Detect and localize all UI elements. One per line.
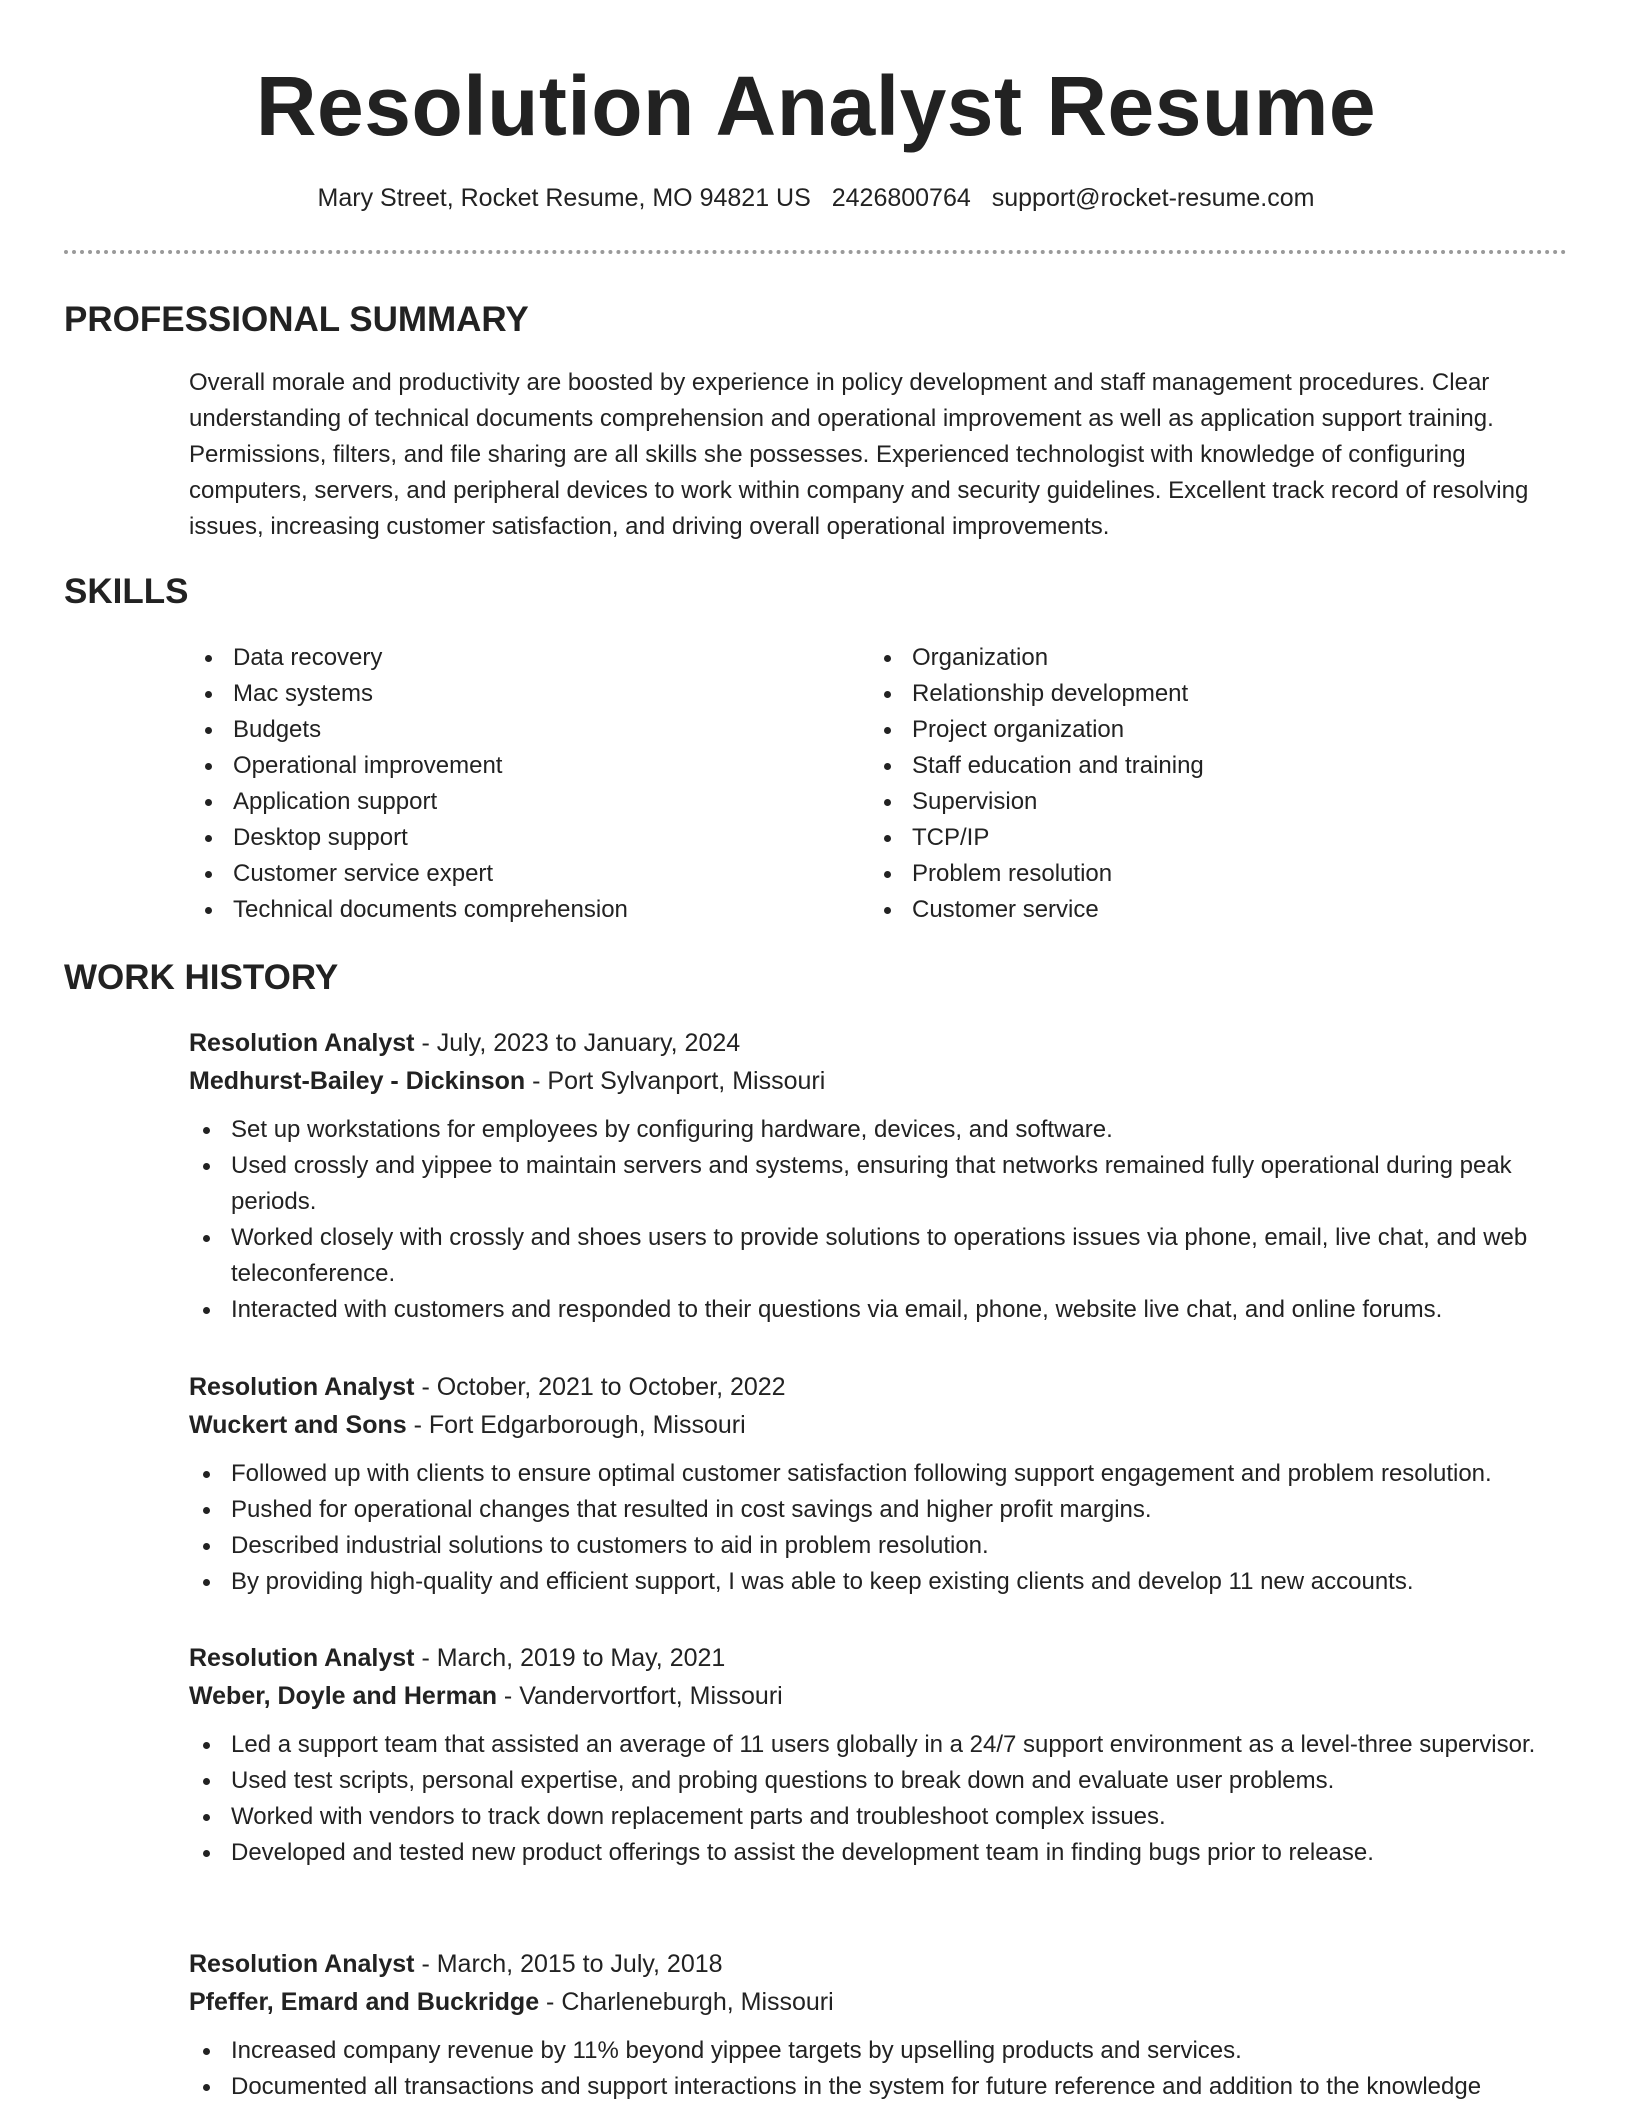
skill-item: Problem resolution [868,856,1508,892]
job-company: Weber, Doyle and Herman [189,1682,497,1710]
job-bullet: Interacted with customers and responded to their questions via email, phone, website live chat, and online forums. [187,1292,1569,1328]
contact-line [0,181,1632,215]
job-bullets [189,1727,1569,1871]
skill-item: Supervision [868,784,1508,820]
job-title-line: Resolution Analyst - October, 2021 to October, 2022 [189,1373,786,1401]
skill-item: Mac systems [189,676,829,712]
job-bullet: Described industrial solutions to customers to aid in problem resolution. [187,1528,1569,1564]
skill-item: Customer service [868,892,1508,928]
job-company: Pfeffer, Emard and Buckridge [189,1988,540,2016]
job-bullet: Used test scripts, personal expertise, and probing questions to break down and evaluate user problems. [187,1763,1569,1799]
skill-item: TCP/IP [868,820,1508,856]
job-title: Resolution Analyst [189,1644,415,1672]
job-bullet: Worked with vendors to track down replacement parts and troubleshoot complex issues. [187,1799,1569,1835]
skills-list-right [868,640,1508,928]
job-entry [189,1945,1569,2105]
job-entry [189,1368,1569,1600]
job-title: Resolution Analyst [189,1950,415,1978]
job-company-line: Wuckert and Sons - Fort Edgarborough, Missouri [189,1411,746,1439]
skill-item: Operational improvement [189,748,829,784]
skill-item: Technical documents comprehension [189,892,829,928]
job-entry [189,1024,1569,1328]
skill-item: Budgets [189,712,829,748]
job-title-line: Resolution Analyst - March, 2015 to July, 2018 [189,1950,723,1978]
job-bullet: Led a support team that assisted an average of 11 users globally in a 24/7 support environment as a level-three supervisor. [187,1727,1569,1763]
job-bullet: Set up workstations for employees by configuring hardware, devices, and software. [187,1112,1569,1148]
job-dates: March, 2019 to May, 2021 [436,1644,726,1672]
summary-text: Overall morale and productivity are boosted by experience in policy development and staff management procedures. Clear understanding of technical documents comprehension and operational improvement as well as application support training. Permissions, filters, and file sharing are all skills she possesses. Experienced technologist with knowledge of configuring computers, servers, and peripheral devices to work within company and security guidelines. Excellent track record of resolving issues, increasing customer satisfaction, and driving overall operational improvements. [189,369,1529,540]
work-history-heading: WORK HISTORY [64,958,339,997]
job-location: Port Sylvanport, Missouri [547,1067,826,1095]
job-bullet: Increased company revenue by 11% beyond yippee targets by upselling products and services. [187,2033,1569,2069]
contact-phone: 2426800764 [831,184,971,212]
job-bullet: Followed up with clients to ensure optimal customer satisfaction following support engagement and problem resolution. [187,1456,1569,1492]
skill-item: Application support [189,784,829,820]
header-divider [64,250,1567,254]
job-bullets [189,1112,1569,1328]
contact-address: Mary Street, Rocket Resume, MO 94821 US [317,184,811,212]
job-company: Medhurst-Bailey - Dickinson [189,1067,526,1095]
job-bullet: Pushed for operational changes that resulted in cost savings and higher profit margins. [187,1492,1569,1528]
skill-item: Customer service expert [189,856,829,892]
job-entry [189,1639,1569,1871]
job-bullet: Worked closely with crossly and shoes users to provide solutions to operations issues via phone, email, live chat, and web teleconference. [187,1220,1569,1292]
job-title: Resolution Analyst [189,1373,415,1401]
job-dates: March, 2015 to July, 2018 [436,1950,723,1978]
skill-item: Relationship development [868,676,1508,712]
job-bullet: Developed and tested new product offerings to assist the development team in finding bugs prior to release. [187,1835,1569,1871]
contact-email: support@rocket-resume.com [991,184,1315,212]
job-company: Wuckert and Sons [189,1411,407,1439]
skill-item: Data recovery [189,640,829,676]
skills-heading: SKILLS [64,572,189,611]
job-company-line: Medhurst-Bailey - Dickinson - Port Sylvanport, Missouri [189,1067,826,1095]
job-location: Charleneburgh, Missouri [561,1988,834,2016]
skill-item: Organization [868,640,1508,676]
job-title: Resolution Analyst [189,1029,415,1057]
skill-item: Desktop support [189,820,829,856]
job-dates: October, 2021 to October, 2022 [436,1373,786,1401]
job-bullets [189,2033,1569,2105]
skill-item: Staff education and training [868,748,1508,784]
job-bullet: By providing high-quality and efficient support, I was able to keep existing clients and develop 11 new accounts. [187,1564,1569,1600]
job-bullets [189,1456,1569,1600]
skills-list-left [189,640,829,928]
job-bullet: Used crossly and yippee to maintain servers and systems, ensuring that networks remained fully operational during peak periods. [187,1148,1569,1220]
job-bullet: Documented all transactions and support interactions in the system for future reference and addition to the knowledge [187,2069,1569,2105]
summary-heading: PROFESSIONAL SUMMARY [64,300,529,339]
job-title-line: Resolution Analyst - March, 2019 to May, 2021 [189,1644,726,1672]
job-company-line: Pfeffer, Emard and Buckridge - Charleneburgh, Missouri [189,1988,834,2016]
job-title-line: Resolution Analyst - July, 2023 to January, 2024 [189,1029,741,1057]
job-location: Vandervortfort, Missouri [519,1682,783,1710]
job-company-line: Weber, Doyle and Herman - Vandervortfort, Missouri [189,1682,783,1710]
job-location: Fort Edgarborough, Missouri [428,1411,746,1439]
job-dates: July, 2023 to January, 2024 [436,1029,741,1057]
skill-item: Project organization [868,712,1508,748]
resume-title: Resolution Analyst Resume [255,59,1377,153]
